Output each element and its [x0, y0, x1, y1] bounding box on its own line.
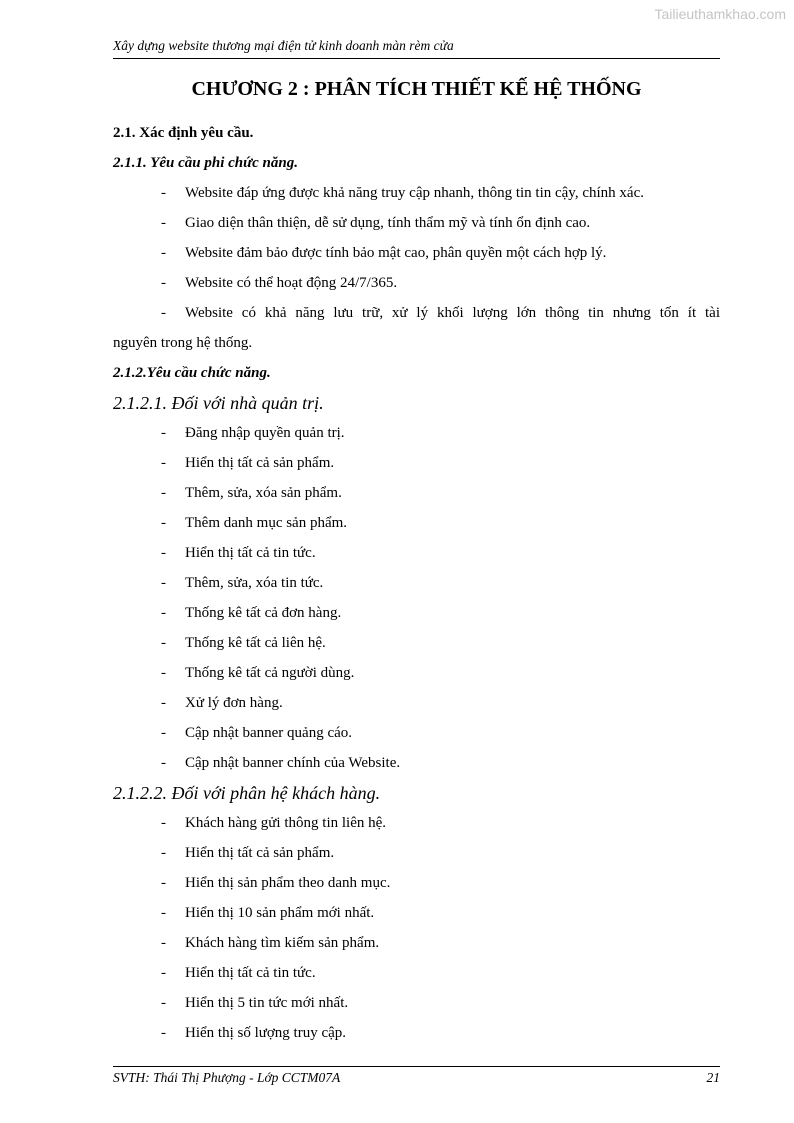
page-footer — [113, 1066, 720, 1086]
list-item-text: Website đáp ứng được khả năng truy cập nhanh, thông tin tin cậy, chính xác. — [185, 185, 644, 201]
bullet-dash: - — [161, 605, 166, 621]
bullet-dash: - — [161, 875, 166, 891]
list-item — [113, 508, 720, 538]
list-item-text: Thêm danh mục sản phẩm. — [185, 515, 348, 531]
list-item-text: Đăng nhập quyền quản trị. — [185, 425, 345, 441]
bullet-dash: - — [161, 425, 166, 441]
bullet-dash: - — [161, 215, 166, 231]
bullet-dash: - — [161, 275, 166, 291]
list-item — [113, 268, 720, 298]
list-item — [113, 568, 720, 598]
list-item-text: Hiển thị tất cả tin tức. — [185, 965, 316, 981]
bullet-dash: - — [161, 845, 166, 861]
bullet-dash: - — [161, 665, 166, 681]
list-item-text: Hiển thị 5 tin tức mới nhất. — [185, 995, 349, 1011]
bullet-dash: - — [161, 485, 166, 501]
list-item-text: Hiển thị sản phẩm theo danh mục. — [185, 875, 391, 891]
list-item — [113, 958, 720, 988]
list-item-text: Thống kê tất cả người dùng. — [185, 665, 355, 681]
list-item — [113, 448, 720, 478]
section-heading-2-1-1: 2.1.1. Yêu cầu phi chức năng. — [113, 155, 298, 171]
customer-functions-list — [113, 808, 720, 1048]
list-item-text: Thêm, sửa, xóa tin tức. — [185, 575, 324, 591]
list-item — [113, 898, 720, 928]
list-item-text-line2: nguyên trong hệ thống. — [113, 335, 253, 351]
bullet-dash: - — [161, 635, 166, 651]
bullet-dash: - — [161, 935, 166, 951]
bullet-dash: - — [161, 545, 166, 561]
watermark: Tailieuthamkhao.com — [654, 6, 786, 22]
list-item — [113, 628, 720, 658]
list-item-text: Cập nhật banner quảng cáo. — [185, 725, 353, 741]
non-functional-requirements-extra — [113, 298, 720, 358]
list-item — [113, 928, 720, 958]
list-item-text: Hiển thị tất cả tin tức. — [185, 545, 316, 561]
list-item-text: Website có thể hoạt động 24/7/365. — [185, 275, 398, 291]
bullet-dash: - — [161, 995, 166, 1011]
bullet-dash: - — [161, 755, 166, 771]
bullet-dash: - — [161, 1025, 166, 1041]
bullet-dash: - — [161, 965, 166, 981]
list-item — [113, 808, 720, 838]
bullet-dash: - — [161, 185, 166, 201]
list-item-text: Xử lý đơn hàng. — [185, 695, 283, 711]
page-content — [113, 74, 720, 1048]
list-item — [113, 238, 720, 268]
bullet-dash: - — [161, 905, 166, 921]
list-item-text: Thêm, sửa, xóa sản phẩm. — [185, 485, 342, 501]
list-item — [113, 298, 720, 358]
section-heading-2-1-2: 2.1.2.Yêu cầu chức năng. — [113, 365, 271, 381]
list-item — [113, 748, 720, 778]
bullet-dash: - — [161, 815, 166, 831]
section-heading-2-1: 2.1. Xác định yêu cầu. — [113, 125, 254, 141]
page-number: 21 — [706, 1070, 720, 1085]
list-item — [113, 1018, 720, 1048]
section-heading-2-1-2-1: 2.1.2.1. Đối với nhà quản trị. — [113, 393, 324, 413]
list-item — [113, 478, 720, 508]
bullet-dash: - — [161, 695, 166, 711]
list-item — [113, 208, 720, 238]
footer-author: SVTH: Thái Thị Phượng - Lớp CCTM07A — [113, 1070, 341, 1085]
list-item — [113, 658, 720, 688]
list-item-text: Thống kê tất cả đơn hàng. — [185, 605, 342, 621]
list-item — [113, 838, 720, 868]
bullet-dash: - — [161, 455, 166, 471]
list-item-text-line1: Website có khả năng lưu trữ, xử lý khối lượng lớn thông tin nhưng tốn ít tài — [185, 305, 720, 321]
list-item — [113, 688, 720, 718]
list-item — [113, 598, 720, 628]
list-item-text: Hiển thị tất cả sản phẩm. — [185, 845, 335, 861]
list-item-text: Hiển thị 10 sản phẩm mới nhất. — [185, 905, 375, 921]
list-item-text: Khách hàng tìm kiếm sản phẩm. — [185, 935, 380, 951]
list-item — [113, 988, 720, 1018]
list-item — [113, 538, 720, 568]
bullet-dash: - — [161, 305, 166, 321]
list-item — [113, 418, 720, 448]
list-item-text: Khách hàng gửi thông tin liên hệ. — [185, 815, 387, 831]
non-functional-requirements-list — [113, 178, 720, 298]
admin-functions-list — [113, 418, 720, 778]
bullet-dash: - — [161, 245, 166, 261]
list-item-text: Thống kê tất cả liên hệ. — [185, 635, 326, 651]
list-item-text: Hiển thị tất cả sản phẩm. — [185, 455, 335, 471]
list-item — [113, 868, 720, 898]
list-item — [113, 718, 720, 748]
list-item-text: Giao diện thân thiện, dễ sử dụng, tính thẩm mỹ và tính ổn định cao. — [185, 215, 591, 231]
bullet-dash: - — [161, 515, 166, 531]
list-item-text: Website đảm bảo được tính bảo mật cao, phân quyền một cách hợp lý. — [185, 245, 607, 261]
bullet-dash: - — [161, 575, 166, 591]
running-header: Xây dựng website thương mại điện tử kinh doanh màn rèm cửa — [113, 38, 720, 59]
list-item — [113, 178, 720, 208]
list-item-text: Cập nhật banner chính của Website. — [185, 755, 401, 771]
bullet-dash: - — [161, 725, 166, 741]
section-heading-2-1-2-2: 2.1.2.2. Đối với phân hệ khách hàng. — [113, 783, 381, 803]
list-item-text: Hiển thị số lượng truy cập. — [185, 1025, 347, 1041]
chapter-title: CHƯƠNG 2 : PHÂN TÍCH THIẾT KẾ HỆ THỐNG — [191, 78, 642, 100]
